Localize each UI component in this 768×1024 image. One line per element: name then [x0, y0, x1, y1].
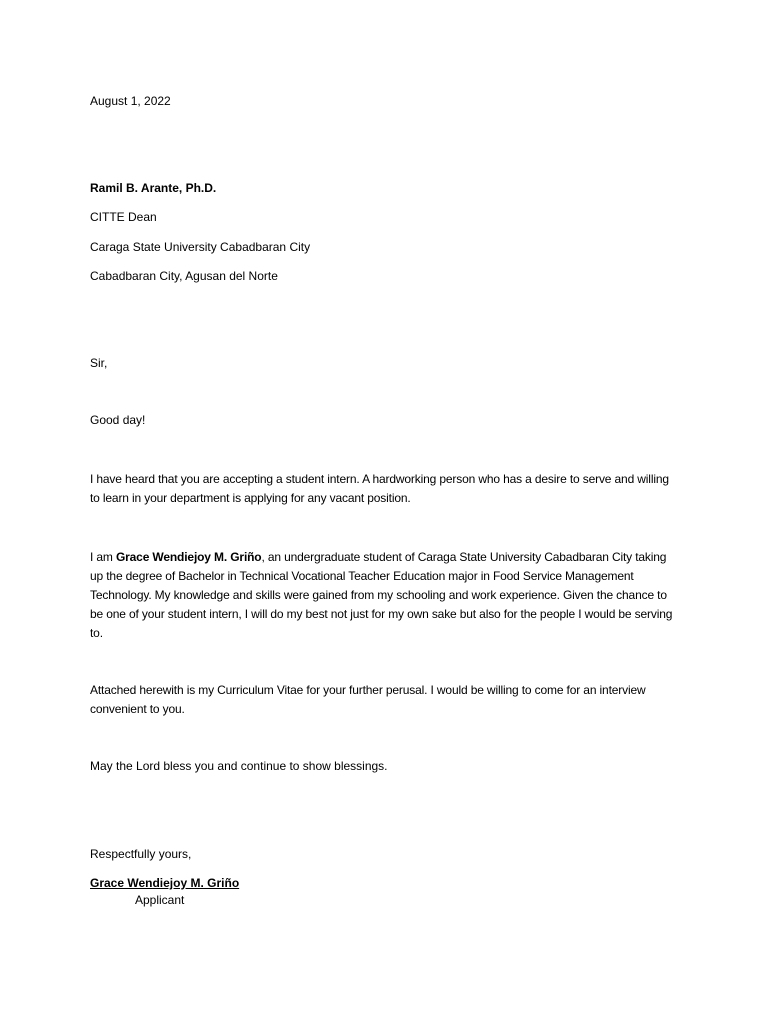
closing: Respectfully yours, — [90, 847, 192, 861]
body-paragraph-intro: I have heard that you are accepting a student intern. A hardworking person who has a desire to serve and willing to learn in your department is applying for any vacant position. — [90, 472, 669, 505]
intro-prefix: I am — [90, 550, 116, 564]
recipient-title: CITTE Dean — [90, 210, 157, 224]
greeting: Good day! — [90, 413, 146, 427]
applicant-name-inline: Grace Wendiejoy M. Griño — [115, 550, 262, 564]
body-paragraph-about — [90, 548, 675, 643]
body-paragraph-blessing: May the Lord bless you and continue to show blessings. — [90, 759, 388, 773]
recipient-institution: Caraga State University Cabadbaran City — [90, 240, 311, 254]
recipient-address: Cabadbaran City, Agusan del Norte — [90, 269, 278, 283]
letter-date: August 1, 2022 — [90, 94, 171, 108]
about-text: , an undergraduate student of Caraga State University Cabadbaran City taking up the degree of Bachelor in Technical Vocational Teacher Education major in Food Service Management Technology. My knowledge and skills were gained from my schooling and work experience. Given the chance to be one of your student intern, I will do my best not just for my own sake but also for the people I would be serving to. — [90, 550, 673, 640]
signature-name: Grace Wendiejoy M. Griño — [90, 876, 240, 890]
body-paragraph-attachment: Attached herewith is my Curriculum Vitae for your further perusal. I would be willing to come for an interview convenient to you. — [90, 683, 646, 716]
salutation: Sir, — [90, 356, 108, 370]
signature-title: Applicant — [135, 893, 185, 907]
recipient-name: Ramil B. Arante, Ph.D. — [90, 181, 217, 195]
